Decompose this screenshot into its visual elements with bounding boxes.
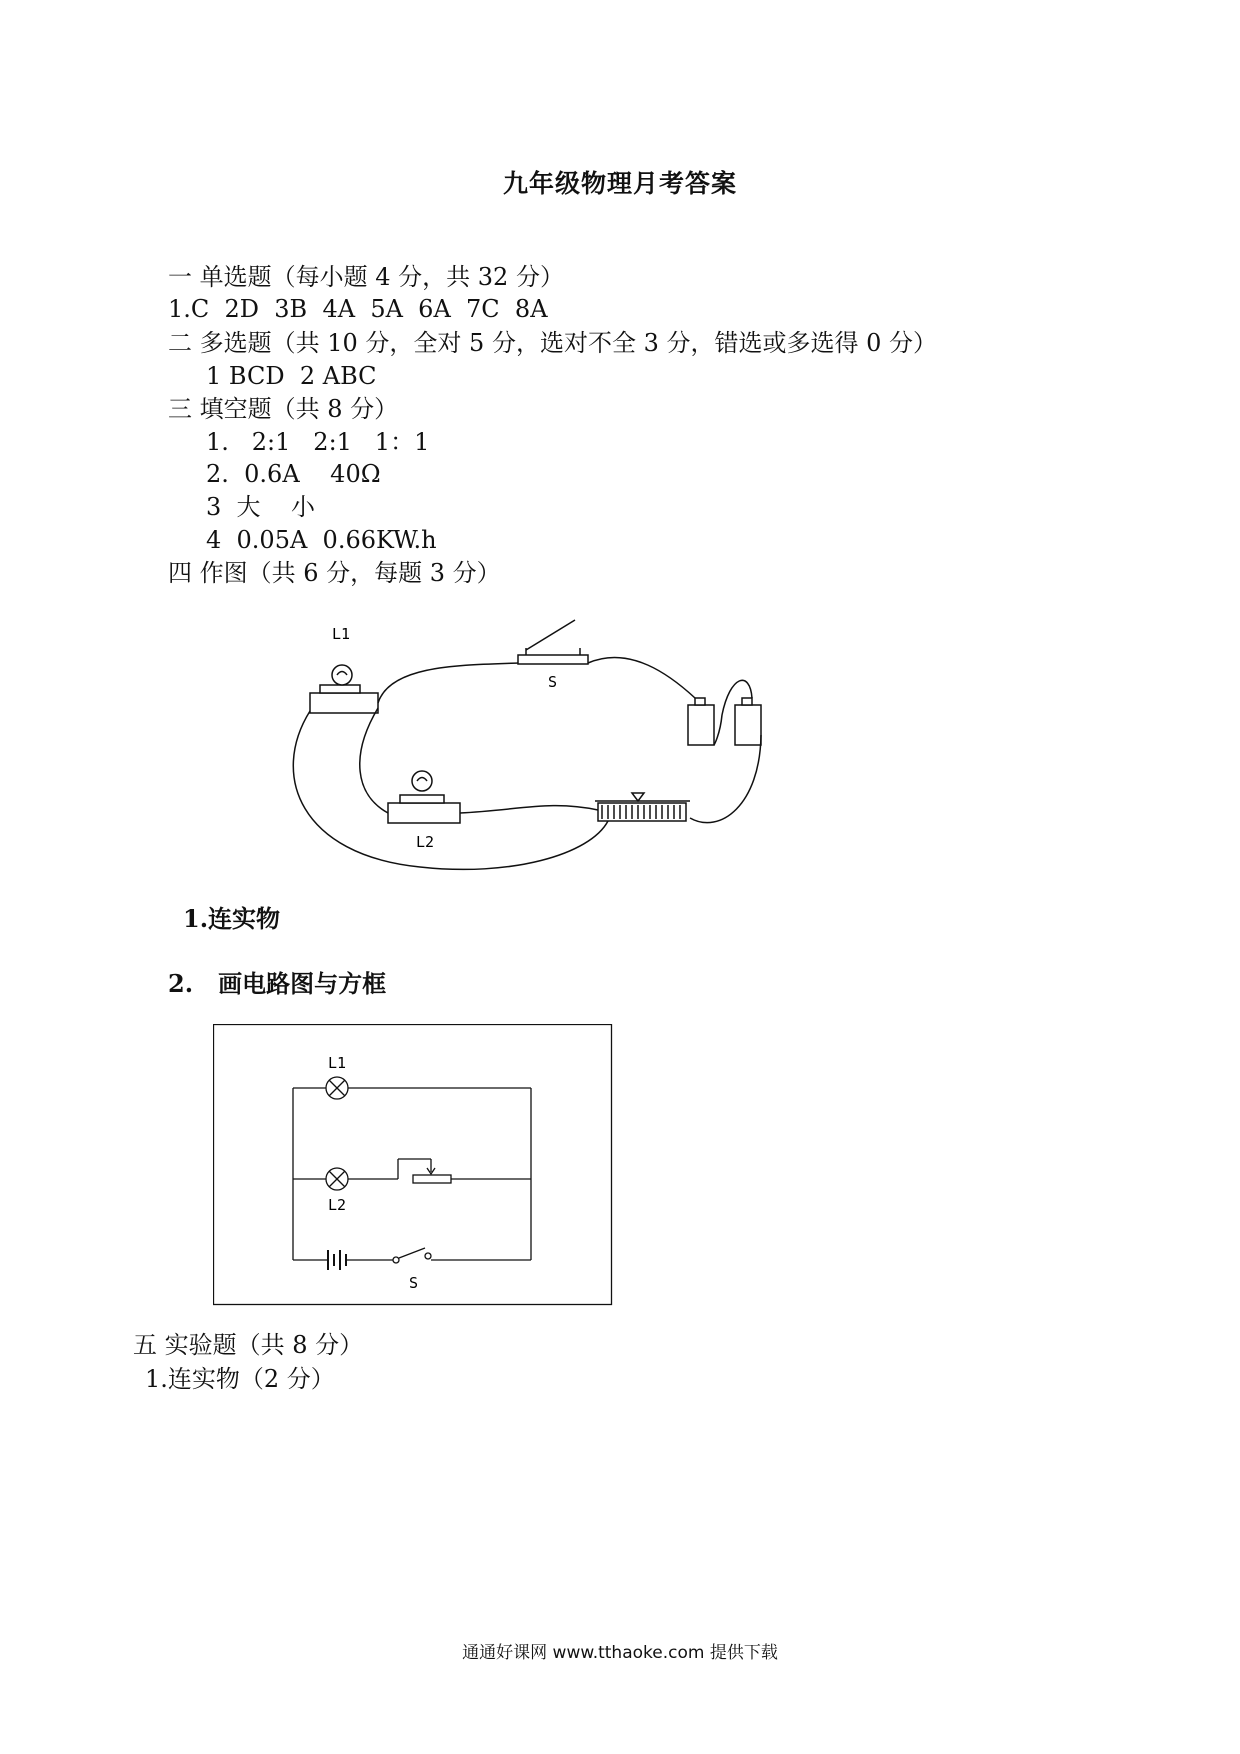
- rheostat: [598, 803, 686, 821]
- wiring-diagram: [290, 605, 790, 895]
- schematic-frame: [214, 1025, 612, 1305]
- section3-item-2: 2. 0.6A 40Ω: [206, 460, 381, 488]
- section2-heading: 二 多选题（共 10 分，全对 5 分，选对不全 3 分，错选或多选得 0 分）: [168, 329, 938, 357]
- diagram1-label-s: S: [548, 673, 558, 691]
- battery-2: [735, 705, 761, 745]
- battery-1: [688, 705, 714, 745]
- page-title: 九年级物理月考答案: [502, 169, 737, 198]
- lamp-l1-base: [310, 693, 378, 713]
- section1-answers: 1.C 2D 3B 4A 5A 6A 7C 8A: [168, 295, 548, 323]
- diagram1-label-l2: L2: [416, 833, 435, 851]
- circuit-schematic: [213, 1024, 613, 1306]
- diagram1-label-l1: L1: [332, 625, 351, 643]
- switch-s-base: [518, 655, 588, 664]
- section2-answers: 1 BCD 2 ABC: [206, 362, 377, 390]
- footer-text: 通通好课网 www.tthaoke.com 提供下载: [462, 1643, 778, 1663]
- section3-heading: 三 填空题（共 8 分）: [168, 395, 399, 423]
- diagram2-label-s: S: [409, 1274, 419, 1292]
- section1-heading: 一 单选题（每小题 4 分，共 32 分）: [168, 263, 564, 291]
- section5-item1: 1.连实物（2 分）: [145, 1365, 335, 1393]
- rheostat-symbol: [413, 1175, 451, 1183]
- section3-item-4: 4 0.05A 0.66KW.h: [206, 526, 437, 554]
- lamp-l2-bulb: [412, 771, 432, 791]
- diagram2-label-l2: L2: [328, 1196, 347, 1214]
- diagram2-label-l1: L1: [328, 1054, 347, 1072]
- section4-heading: 四 作图（共 6 分，每题 3 分）: [168, 559, 501, 587]
- switch-symbol: [399, 1248, 425, 1258]
- section4-item1: 1.连实物: [183, 904, 281, 933]
- section3-item-1: 1. 2:1 2:1 1：1: [206, 428, 430, 456]
- lamp-l2-base: [388, 803, 460, 823]
- section5-heading: 五 实验题（共 8 分）: [133, 1331, 364, 1359]
- lamp-l1-bulb: [332, 665, 352, 685]
- section3-item-3: 3 大 小: [206, 493, 316, 521]
- section4-item2: 2. 画电路图与方框: [168, 969, 387, 998]
